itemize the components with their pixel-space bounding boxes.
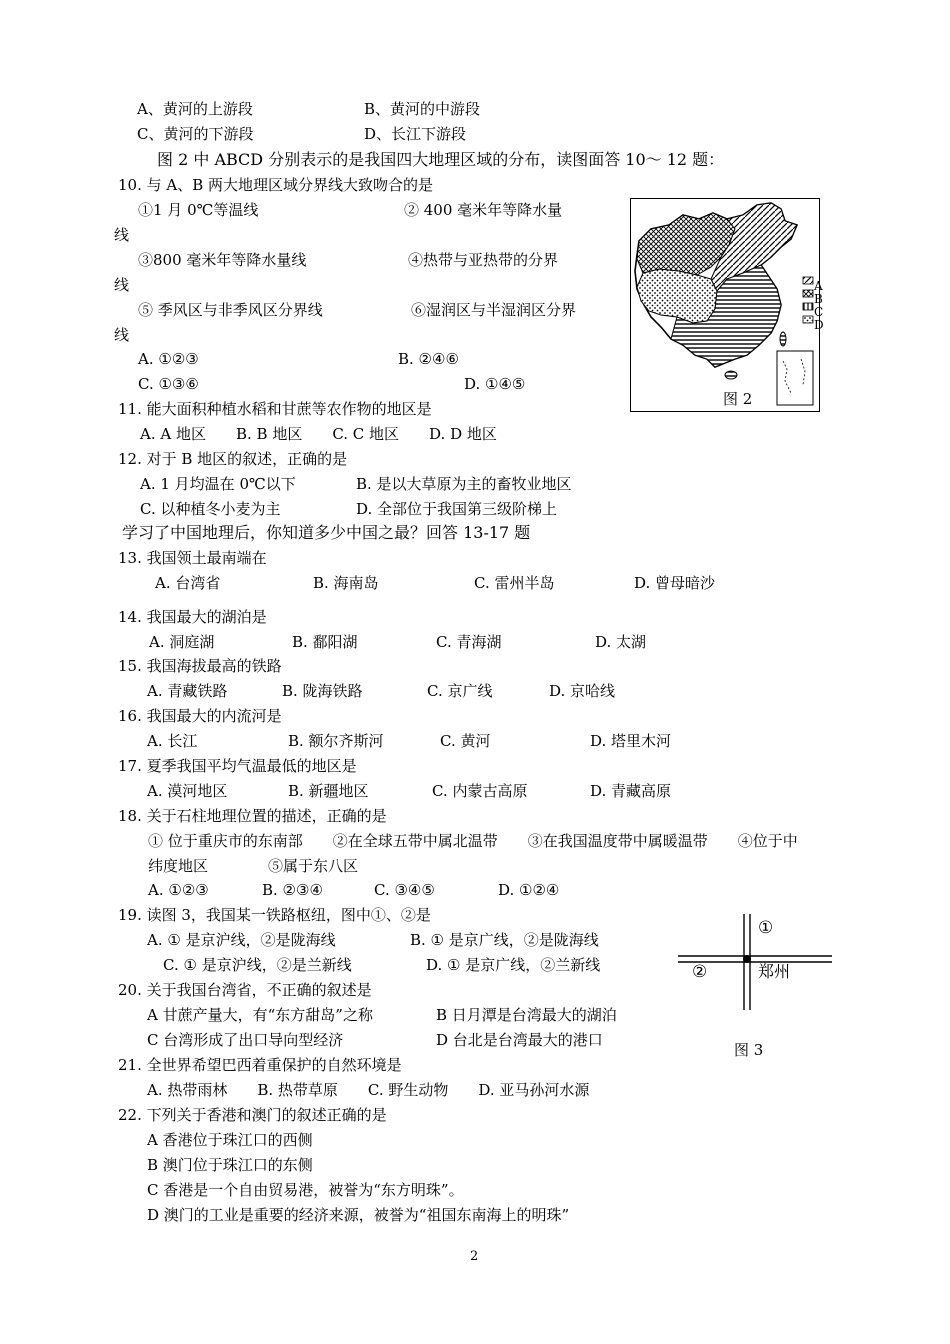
- q13-option-d: D. 曾母暗沙: [634, 574, 716, 592]
- question-19: 19. 读图 3，我国某一铁路枢纽，图中①、②是: [118, 906, 431, 924]
- question-22: 22. 下列关于香港和澳门的叙述正确的是: [118, 1106, 387, 1124]
- q20-option-b: B 日月潭是台湾最大的湖泊: [436, 1006, 617, 1024]
- q16-option-c: C. 黄河: [440, 732, 491, 750]
- q12-option-b: B. 是以大草原为主的畜牧业地区: [356, 475, 572, 493]
- q19-option-c: C. ① 是京沪线，②是兰新线: [163, 956, 352, 974]
- q9-option-b: B、黄河的中游段: [364, 100, 481, 118]
- q22-option-d: D 澳门的工业是重要的经济来源，被誉为“祖国东南海上的明珠”: [147, 1206, 570, 1224]
- q20-option-a: A 甘蔗产量大，有“东方甜岛”之称: [147, 1006, 373, 1024]
- q18-option-a: A. ①②③: [148, 881, 209, 899]
- q16-option-a: A. 长江: [147, 732, 198, 750]
- figure-3-railway-junction: [676, 910, 836, 1020]
- q15-option-d: D. 京哈线: [549, 682, 616, 700]
- q14-option-a: A. 洞庭湖: [149, 633, 215, 651]
- q18-items: ① 位于重庆市的东南部 ②在全球五带中属北温带 ③在我国温度带中属暖温带 ④位于中: [148, 832, 798, 850]
- q19-option-b: B. ① 是京广线，②是陇海线: [410, 931, 599, 949]
- section-heading-fig2: 图 2 中 ABCD 分别表示的是我国四大地理区域的分布，读图面答 10～ 12 题：: [157, 150, 725, 169]
- q12-option-d: D. 全部位于我国第三级阶梯上: [356, 500, 558, 518]
- legend-label-b: B: [814, 292, 823, 306]
- q18-items-wrap: 纬度地区 ⑤属于东八区: [148, 857, 359, 875]
- q18-option-d: D. ①②④: [498, 881, 560, 899]
- q10-option-a: A. ①②③: [138, 350, 199, 368]
- q10-item-4-wrap: 线: [114, 276, 130, 294]
- q15-option-b: B. 陇海铁路: [282, 682, 363, 700]
- q22-option-b: B 澳门位于珠江口的东侧: [147, 1156, 313, 1174]
- legend-label-c: C: [814, 305, 824, 319]
- q19-option-d: D. ① 是京广线，②兰新线: [426, 956, 601, 974]
- q13-option-c: C. 雷州半岛: [474, 574, 555, 592]
- q12-option-a: A. 1 月均温在 0℃以下: [140, 475, 296, 493]
- q17-option-a: A. 漠河地区: [147, 782, 228, 800]
- q17-option-b: B. 新疆地区: [288, 782, 369, 800]
- page-number: 2: [470, 1249, 479, 1264]
- q20-option-d: D 台北是台湾最大的港口: [436, 1031, 603, 1049]
- question-13: 13. 我国领土最南端在: [118, 549, 267, 567]
- q9-option-d: D、长江下游段: [364, 125, 467, 143]
- q10-item-6-wrap: 线: [114, 326, 130, 344]
- question-16: 16. 我国最大的内流河是: [118, 707, 282, 725]
- q22-option-c: C 香港是一个自由贸易港，被誉为“东方明珠”。: [147, 1181, 464, 1199]
- q18-option-b: B. ②③④: [262, 881, 323, 899]
- china-map-graphic: [631, 199, 819, 411]
- q9-option-a: A、黄河的上游段: [137, 100, 253, 118]
- question-17: 17. 夏季我国平均气温最低的地区是: [118, 757, 357, 775]
- figure-2-caption: 图 2: [723, 390, 753, 408]
- q13-option-b: B. 海南岛: [313, 574, 379, 592]
- q10-item-5: ⑤ 季风区与非季风区分界线: [138, 301, 323, 319]
- question-12: 12. 对于 B 地区的叙述，正确的是: [118, 450, 348, 468]
- q14-option-b: B. 鄱阳湖: [292, 633, 358, 651]
- q12-option-c: C. 以种植冬小麦为主: [140, 500, 281, 518]
- q10-item-1: ①1 月 0℃等温线: [138, 201, 259, 219]
- q9-option-c: C、黄河的下游段: [137, 125, 254, 143]
- question-20: 20. 关于我国台湾省，不正确的叙述是: [118, 981, 372, 999]
- q19-option-a: A. ① 是京沪线，②是陇海线: [147, 931, 336, 949]
- q20-option-c: C 台湾形成了出口导向型经济: [147, 1031, 344, 1049]
- city-label-zhengzhou: 郑州: [758, 962, 791, 981]
- railway-label-1: ①: [758, 918, 774, 938]
- q18-option-c: C. ③④⑤: [374, 881, 435, 899]
- q13-option-a: A. 台湾省: [155, 574, 221, 592]
- q11-options: A. A 地区 B. B 地区 C. C 地区 D. D 地区: [140, 425, 497, 443]
- q10-item-2: ② 400 毫米年等降水量: [404, 201, 563, 219]
- section-heading-superlatives: 学习了中国地理后，你知道多少中国之最？回答 13-17 题: [122, 523, 531, 542]
- q17-option-d: D. 青藏高原: [590, 782, 672, 800]
- q15-option-c: C. 京广线: [427, 682, 493, 700]
- railway-label-2: ②: [692, 962, 708, 982]
- q10-item-3: ③800 毫米年等降水量线: [138, 251, 307, 269]
- q10-item-4: ④热带与亚热带的分界: [408, 251, 559, 269]
- legend-label-a: A: [814, 279, 823, 293]
- question-14: 14. 我国最大的湖泊是: [118, 608, 267, 626]
- q15-option-a: A. 青藏铁路: [147, 682, 228, 700]
- q10-option-c: C. ①③⑥: [138, 375, 199, 393]
- q10-item-2-wrap: 线: [114, 226, 130, 244]
- q14-option-d: D. 太湖: [595, 633, 647, 651]
- question-11: 11. 能大面积种植水稻和甘蔗等农作物的地区是: [118, 400, 432, 418]
- legend-label-d: D: [814, 318, 824, 332]
- q22-option-a: A 香港位于珠江口的西侧: [147, 1131, 313, 1149]
- q17-option-c: C. 内蒙古高原: [432, 782, 528, 800]
- q10-item-6: ⑥湿润区与半湿润区分界: [411, 301, 577, 319]
- q10-option-d: D. ①④⑤: [464, 375, 526, 393]
- question-21: 21. 全世界希望巴西着重保护的自然环境是: [118, 1056, 402, 1074]
- figure-3-caption: 图 3: [734, 1041, 764, 1059]
- figure-2-china-regions-map: [630, 198, 824, 412]
- q10-option-b: B. ②④⑥: [398, 350, 459, 368]
- question-10: 10. 与 A、B 两大地理区域分界线大致吻合的是: [118, 176, 434, 194]
- q21-options: A. 热带雨林 B. 热带草原 C. 野生动物 D. 亚马孙河水源: [147, 1081, 590, 1099]
- q16-option-b: B. 额尔齐斯河: [288, 732, 384, 750]
- q16-option-d: D. 塔里木河: [590, 732, 672, 750]
- junction-point: [743, 955, 751, 963]
- question-18: 18. 关于石柱地理位置的描述，正确的是: [118, 807, 387, 825]
- q14-option-c: C. 青海湖: [436, 633, 502, 651]
- question-15: 15. 我国海拔最高的铁路: [118, 657, 282, 675]
